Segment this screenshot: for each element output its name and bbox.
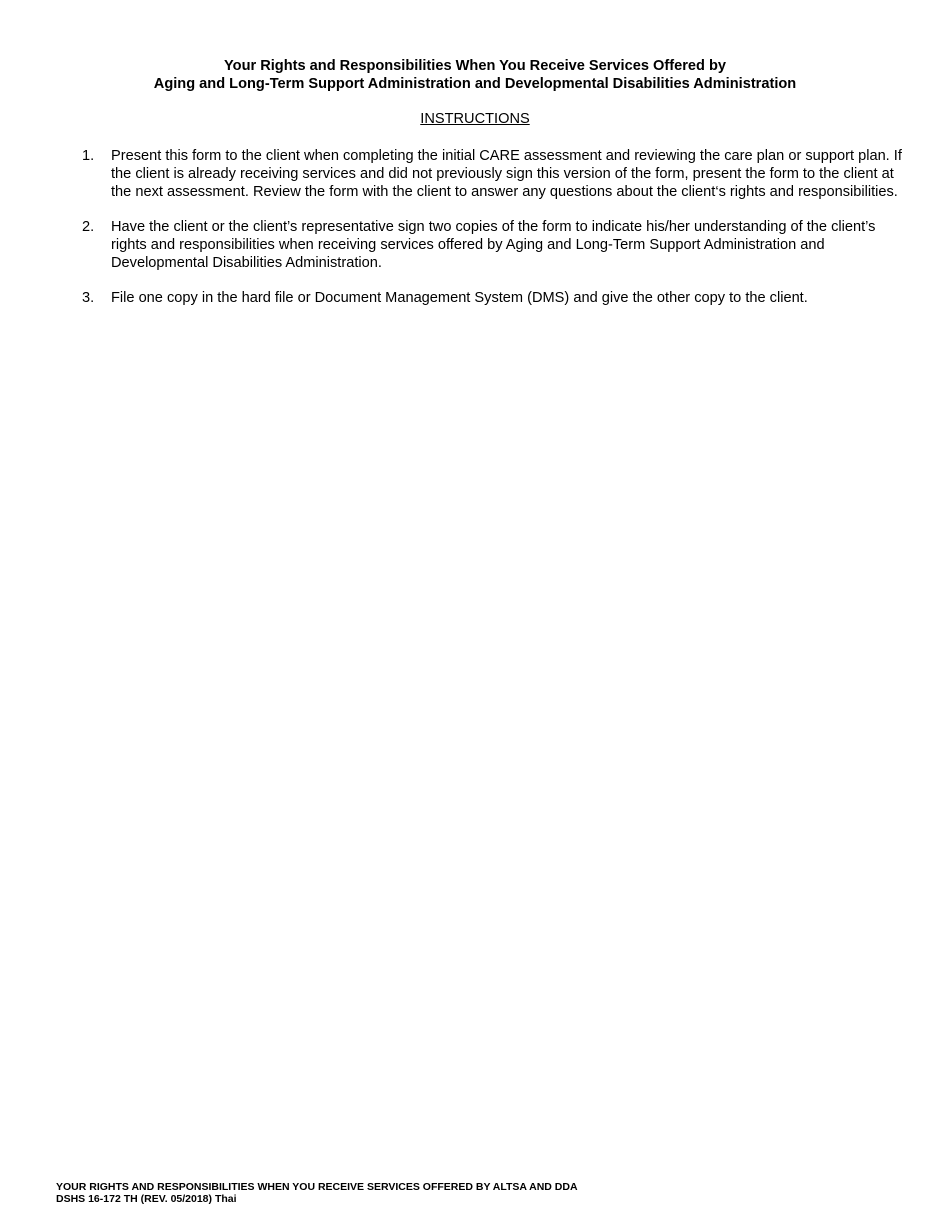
list-item-number: 1. [82,148,95,164]
page-footer [56,1181,578,1205]
footer-form-number: DSHS 16-172 TH (REV. 05/2018) Thai [56,1193,237,1205]
instructions-list [82,147,902,324]
list-item-number: 2. [82,219,95,235]
instructions-heading: INSTRUCTIONS [420,111,530,127]
list-item [82,289,902,307]
list-item [82,218,902,272]
list-item-text: Present this form to the client when completing the initial CARE assessment and reviewing the care plan or support plan. If the client is already receiving services and did not previously sign this version of the form, present the form to the client at the next assessment. Review the form with the client to answer any questions about the client‘s rights and responsibilities. [111,148,902,200]
list-item-number: 3. [82,290,95,306]
footer-form-title: YOUR RIGHTS AND RESPONSIBILITIES WHEN YOU RECEIVE SERVICES OFFERED BY ALTSA AND DDA [56,1181,578,1193]
page-title [0,57,950,93]
list-item-text: File one copy in the hard file or Document Management System (DMS) and give the other copy to the client. [111,290,808,306]
list-item-text: Have the client or the client’s representative sign two copies of the form to indicate his/her understanding of the client’s rights and responsibilities when receiving services offered by Aging and Long-Term Support Administration and Developmental Disabilities Administration. [111,219,876,271]
list-item [82,147,902,201]
title-line-2: Aging and Long-Term Support Administration and Developmental Disabilities Administration [153,76,797,92]
title-line-1: Your Rights and Responsibilities When You Receive Services Offered by [224,58,726,74]
